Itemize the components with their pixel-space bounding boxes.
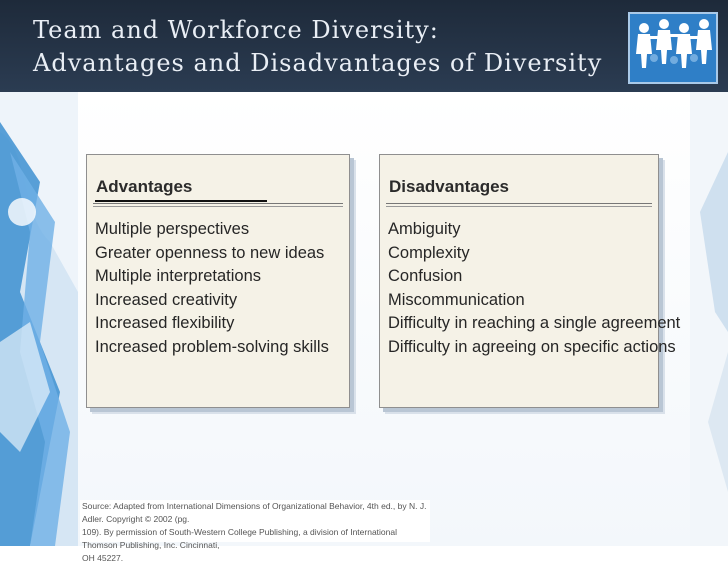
disadvantages-item: Difficulty in agreeing on specific actions <box>388 337 676 356</box>
source-line-1: Source: Adapted from International Dimensions of Organizational Behavior, 4th ed., by N. J. Adler. Copyright © 2002 (pg. <box>82 501 427 524</box>
source-citation <box>80 500 430 563</box>
advantages-item: Increased creativity <box>95 290 238 309</box>
advantages-heading: Advantages <box>96 177 193 196</box>
advantages-item: Multiple perspectives <box>95 220 250 238</box>
advantages-item: Increased flexibility <box>95 314 235 332</box>
source-line-3: OH 45227. <box>82 553 124 563</box>
disadvantages-heading: Disadvantages <box>389 177 509 196</box>
disadvantages-panel <box>379 154 681 408</box>
title-bar <box>0 0 728 92</box>
people-chain-logo-icon <box>628 12 718 84</box>
disadvantages-divider <box>386 203 652 204</box>
disadvantages-divider-secondary <box>386 206 652 207</box>
disadvantages-item: Confusion <box>388 267 463 285</box>
advantages-item: Greater openness to new ideas <box>95 243 325 262</box>
disadvantages-item: Complexity <box>388 243 470 262</box>
advantages-list <box>95 218 329 359</box>
decorative-side-art <box>690 92 728 546</box>
source-line-2: 109). By permission of South-Western College Publishing, a division of International Thomson Publishing, Inc. Cincinnati, <box>82 527 397 550</box>
decorative-people-art <box>0 92 78 546</box>
advantages-item: Multiple interpretations <box>95 267 261 285</box>
disadvantages-item: Difficulty in reaching a single agreement <box>388 314 681 332</box>
slide-title-line1: Team and Workforce Diversity: <box>33 16 439 44</box>
advantages-heading-underline <box>95 200 267 202</box>
disadvantages-item: Miscommunication <box>388 290 525 309</box>
advantages-divider-secondary <box>93 206 343 207</box>
slide-title <box>33 14 602 80</box>
advantages-item: Increased problem-solving skills <box>95 337 329 356</box>
advantages-divider <box>93 203 343 204</box>
advantages-panel <box>86 154 350 408</box>
slide-title-line2: Advantages and Disadvantages of Diversity <box>33 49 603 77</box>
disadvantages-item: Ambiguity <box>388 220 461 238</box>
disadvantages-list <box>388 218 680 359</box>
